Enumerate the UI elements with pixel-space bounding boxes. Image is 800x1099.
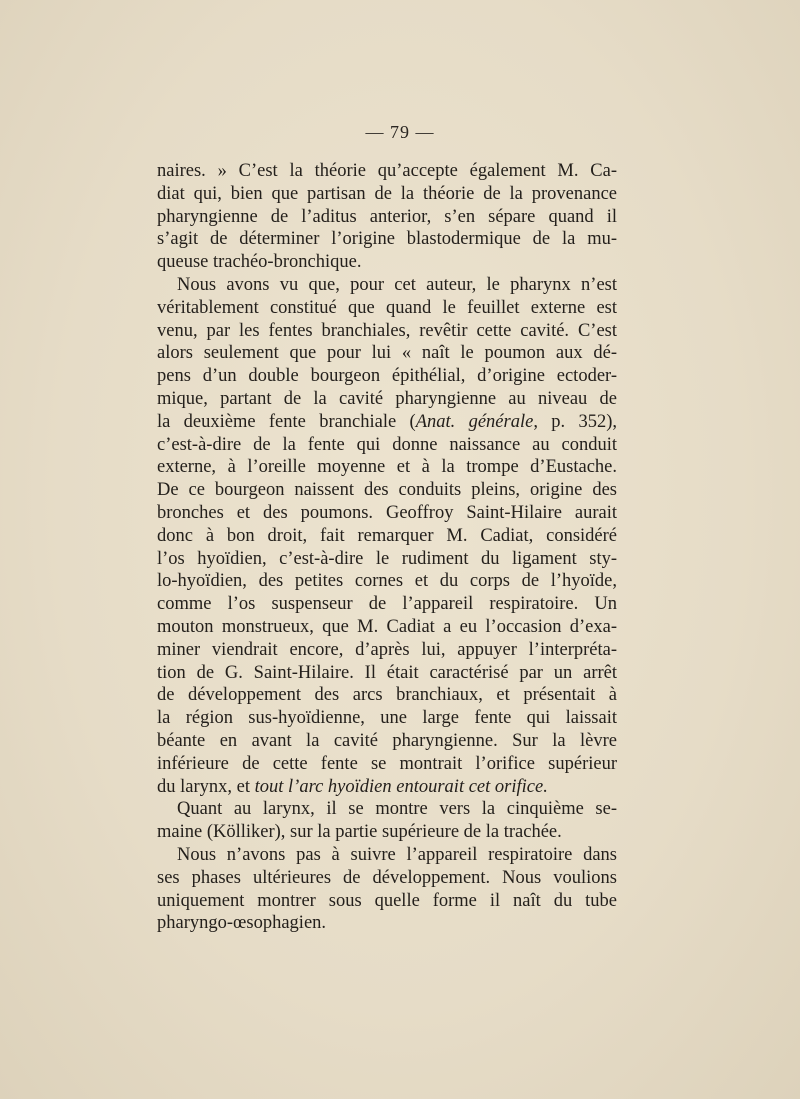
text-line: pharyngienne de l’aditus anterior, s’en sépare quand il (157, 206, 617, 227)
text-segment: la deuxième fente branchiale ( (157, 411, 416, 432)
text-line: pens d’un double bourgeon épithélial, d’origine ectoder- (157, 366, 617, 387)
text-line: béante en avant la cavité pharyngienne. Sur la lèvre (157, 730, 617, 751)
text-line: bronches et des poumons. Geoffroy Saint-Hilaire aurait (157, 502, 617, 523)
text-line (157, 411, 617, 434)
italic-citation: Anat. générale (415, 411, 534, 432)
text-line: inférieure de cette fente se montrait l’orifice supérieur (157, 753, 617, 774)
text-line: venu, par les fentes branchiales, revêtir cette cavité. C’est (157, 320, 617, 341)
text-line: la région sus-hyoïdienne, une large fente qui laissait (157, 708, 617, 729)
text-line: s’agit de déterminer l’origine blastodermique de la mu- (157, 229, 617, 250)
text-line: tion de G. Saint-Hilaire. Il était caractérisé par un arrêt (157, 662, 617, 683)
text-line: c’est-à-dire de la fente qui donne naissance au conduit (157, 434, 617, 455)
text-line: de développement des arcs branchiaux, et présentait à (157, 685, 617, 706)
text-line: véritablement constitué que quand le feuillet externe est (157, 297, 617, 318)
text-line: De ce bourgeon naissent des conduits pleins, origine des (157, 480, 617, 501)
text-line (157, 776, 617, 799)
text-line: diat qui, bien que partisan de la théorie de la provenance (157, 183, 617, 204)
text-line: mouton monstrueux, que M. Cadiat a eu l’occasion d’exa- (157, 616, 617, 637)
text-line: naires. » C’est la théorie qu’accepte également M. Ca- (157, 161, 617, 181)
text-line: donc à bon droit, fait remarquer M. Cadiat, considéré (157, 525, 617, 546)
text-segment: , p. 352), (533, 411, 617, 432)
text-line: Nous n’avons pas à suivre l’appareil respiratoire dans (177, 844, 617, 865)
text-line: queuse trachéo-bronchique. (157, 252, 362, 273)
text-segment: du larynx, et (157, 776, 255, 797)
text-line: uniquement montrer sous quelle forme il naît du tube (157, 890, 617, 911)
text-line: comme l’os suspenseur de l’appareil respiratoire. Un (157, 594, 617, 615)
text-line: mique, partant de la cavité pharyngienne au niveau de (157, 388, 617, 409)
text-line: alors seulement que pour lui « naît le poumon aux dé- (157, 343, 617, 364)
text-line: Quant au larynx, il se montre vers la cinquième se- (177, 799, 617, 820)
text-line: pharyngo-œsophagien. (157, 913, 327, 934)
text-line: externe, à l’oreille moyenne et à la trompe d’Eustache. (157, 457, 617, 478)
text-line: ses phases ultérieures de développement. Nous voulions (157, 867, 617, 888)
italic-phrase: tout l’arc hyoïdien entourait cet orifice. (254, 776, 548, 797)
text-line: miner viendrait encore, d’après lui, appuyer l’interpréta- (157, 639, 617, 660)
text-line: lo-hyoïdien, des petites cornes et du corps de l’hyoïde, (157, 571, 617, 592)
page-number: — 79 — (365, 122, 435, 142)
text-line: l’os hyoïdien, c’est-à-dire le rudiment du ligament sty- (157, 548, 617, 569)
body-text (157, 160, 617, 935)
text-line: maine (Kölliker), sur la partie supérieure de la trachée. (157, 822, 562, 843)
text-line: Nous avons vu que, pour cet auteur, le pharynx n’est (177, 274, 617, 295)
